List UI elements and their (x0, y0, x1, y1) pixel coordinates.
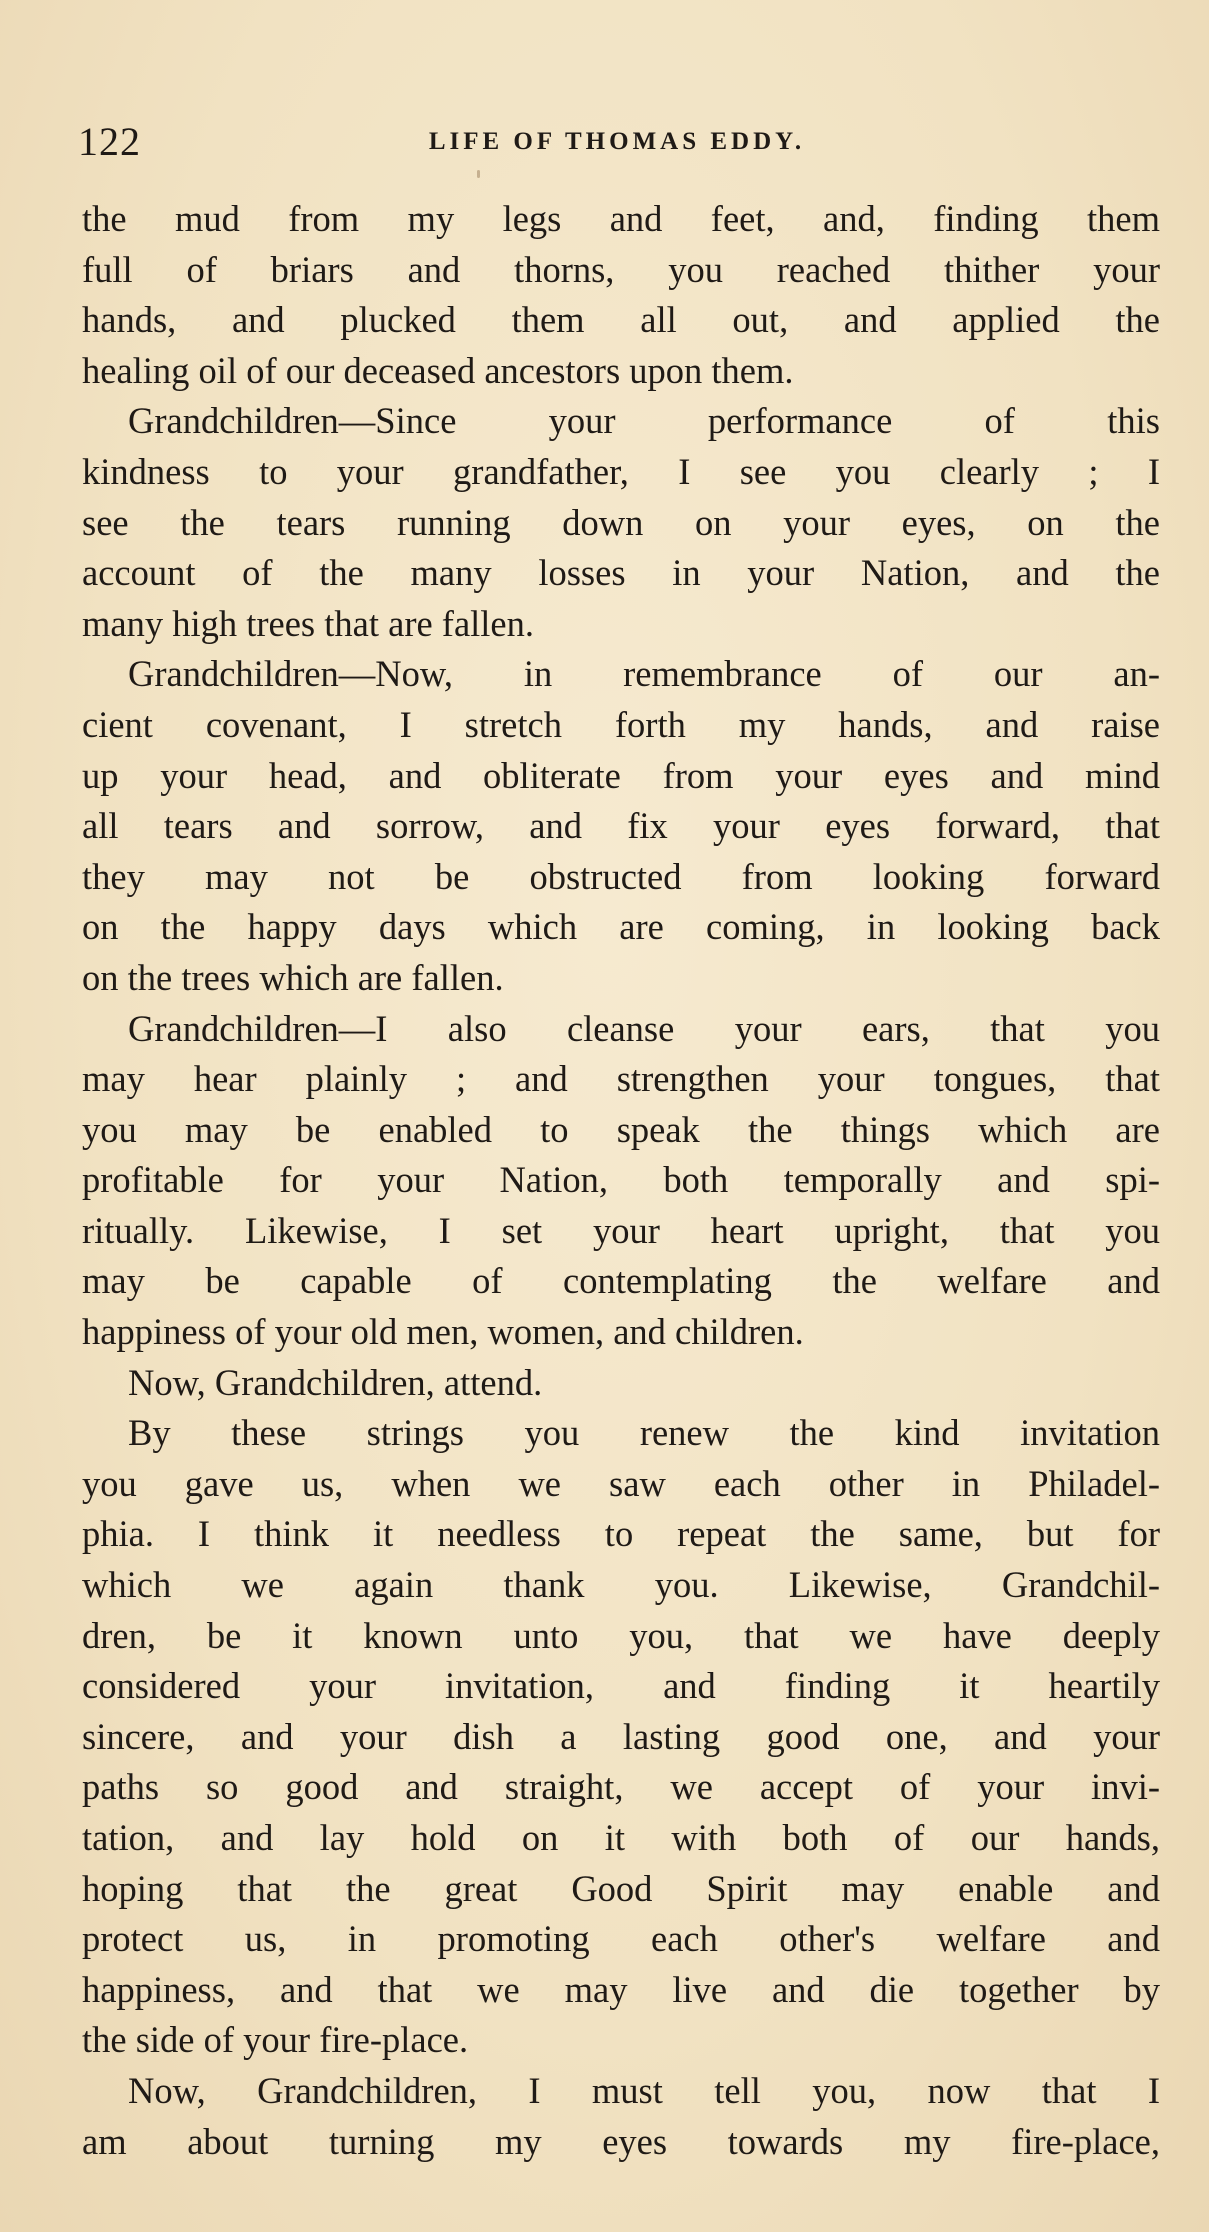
text-line: By these strings you renew the kind invitation (128, 1412, 1160, 1454)
text-line: kindness to your grandfather, I see you clearly ; I (82, 450, 1160, 492)
print-speck (477, 170, 480, 178)
text-line: hands, and plucked them all out, and applied the (82, 299, 1160, 341)
text-line: dren, be it known unto you, that we have deeply (82, 1614, 1160, 1656)
text-line: account of the many losses in your Nation, and the (82, 552, 1160, 594)
text-line: considered your invitation, and finding it heartily (82, 1665, 1160, 1707)
text-line: Grandchildren—Since your performance of this (128, 400, 1160, 442)
text-line: cient covenant, I stretch forth my hands, and raise (82, 703, 1160, 745)
text-line: Now, Grandchildren, I must tell you, now that I (128, 2069, 1160, 2111)
text-line: see the tears running down on your eyes, on the (82, 501, 1160, 543)
text-line: the mud from my legs and feet, and, finding them (82, 198, 1160, 239)
running-title: LIFE OF THOMAS EDDY. (428, 128, 806, 155)
running-head (78, 118, 1156, 168)
text-line: which we again thank you. Likewise, Grandchil- (82, 1564, 1160, 1606)
text-line: they may not be obstructed from looking forward (82, 855, 1160, 897)
page-number: 122 (78, 119, 141, 164)
text-line: happiness, and that we may live and die together by (82, 1968, 1160, 2010)
text-line: may hear plainly ; and strengthen your tongues, that (82, 1058, 1160, 1100)
text-line: all tears and sorrow, and fix your eyes forward, that (82, 805, 1160, 847)
text-line: on the happy days which are coming, in looking back (82, 906, 1160, 948)
text-line: the side of your fire-place. (82, 2019, 469, 2061)
text-line: you gave us, when we saw each other in Philadel- (82, 1462, 1160, 1504)
text-line: Now, Grandchildren, attend. (128, 1361, 543, 1403)
text-line: tation, and lay hold on it with both of our hands, (82, 1817, 1160, 1858)
text-line: full of briars and thorns, you reached thither your (82, 248, 1160, 290)
text-line: hoping that the great Good Spirit may enable and (82, 1867, 1160, 1909)
text-line: up your head, and obliterate from your eyes and mind (82, 754, 1160, 796)
text-line: ritually. Likewise, I set your heart upright, that you (82, 1209, 1160, 1251)
text-line: many high trees that are fallen. (82, 602, 535, 644)
text-line: protect us, in promoting each other's welfare and (82, 1918, 1160, 1960)
text-line: sincere, and your dish a lasting good one, and your (82, 1715, 1160, 1757)
text-line: you may be enabled to speak the things which are (82, 1108, 1160, 1150)
text-line: am about turning my eyes towards my fire-place, (82, 2120, 1160, 2162)
text-line: on the trees which are fallen. (82, 956, 504, 998)
text-line: Grandchildren—I also cleanse your ears, that you (128, 1007, 1160, 1049)
text-line: may be capable of contemplating the welfare and (82, 1260, 1160, 1302)
text-line: profitable for your Nation, both temporally and spi- (82, 1159, 1160, 1201)
text-line: healing oil of our deceased ancestors upon them. (82, 349, 794, 391)
body-text (82, 194, 1160, 2167)
text-line: paths so good and straight, we accept of your invi- (82, 1766, 1160, 1808)
text-line: Grandchildren—Now, in remembrance of our an- (128, 653, 1160, 695)
text-line: phia. I think it needless to repeat the same, but for (82, 1513, 1160, 1555)
text-line: happiness of your old men, women, and children. (82, 1311, 804, 1353)
